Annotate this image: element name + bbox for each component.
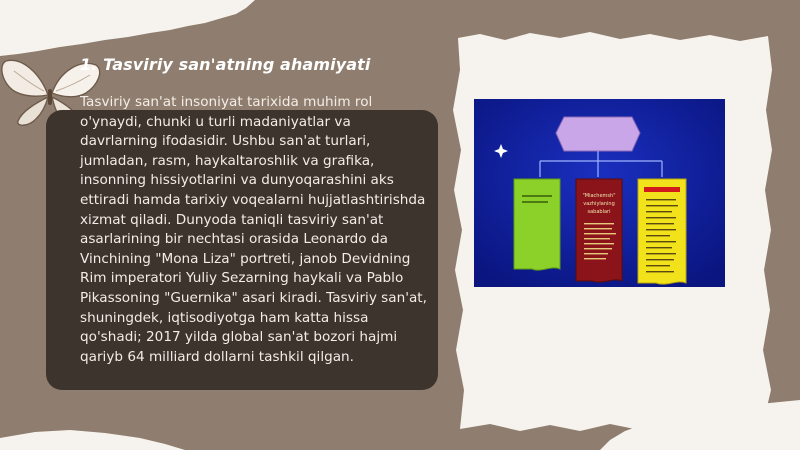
svg-text:vazhiylaning: vazhiylaning — [583, 201, 615, 207]
slide-body-text: Tasviriy san'at insoniyat tarixida muhim rol o'ynaydi, chunki u turli madaniyatlar va davrlarning ifodasidir. Ushbu san'at turlari, jumladan, rasm, haykaltaroshlik va grafika, insonning hissiyotlarini va dunyoqarashini aks ettiradi hamda tarixiy voqealarni hujjatlashtirishda xizmat qiladi. Dunyoda taniqli tasviriy san'at asarlarining bir nechtasi orasida Leonardo da Vinchining "Mona Liza" portreti, janob Devidning Rim imperatori Yuliy Sezarning haykali va Pablo Pikassoning "Guernika" asari kiradi. Tasviriy san'at, shuningdek, iqtisodiyotga ham katta hissa qo'shadi; 2017 yilda global san'at bozori hajmi qariyb 64 milliard dollarni tashkil qilgan. — [80, 94, 427, 365]
diagram-image — [474, 99, 725, 287]
svg-text:sabablari: sabablari — [587, 209, 611, 215]
svg-text:"Miachemsh": "Miachemsh" — [582, 193, 616, 199]
slide-title: 1. Tasviriy san'atning ahamiyati — [80, 55, 371, 74]
